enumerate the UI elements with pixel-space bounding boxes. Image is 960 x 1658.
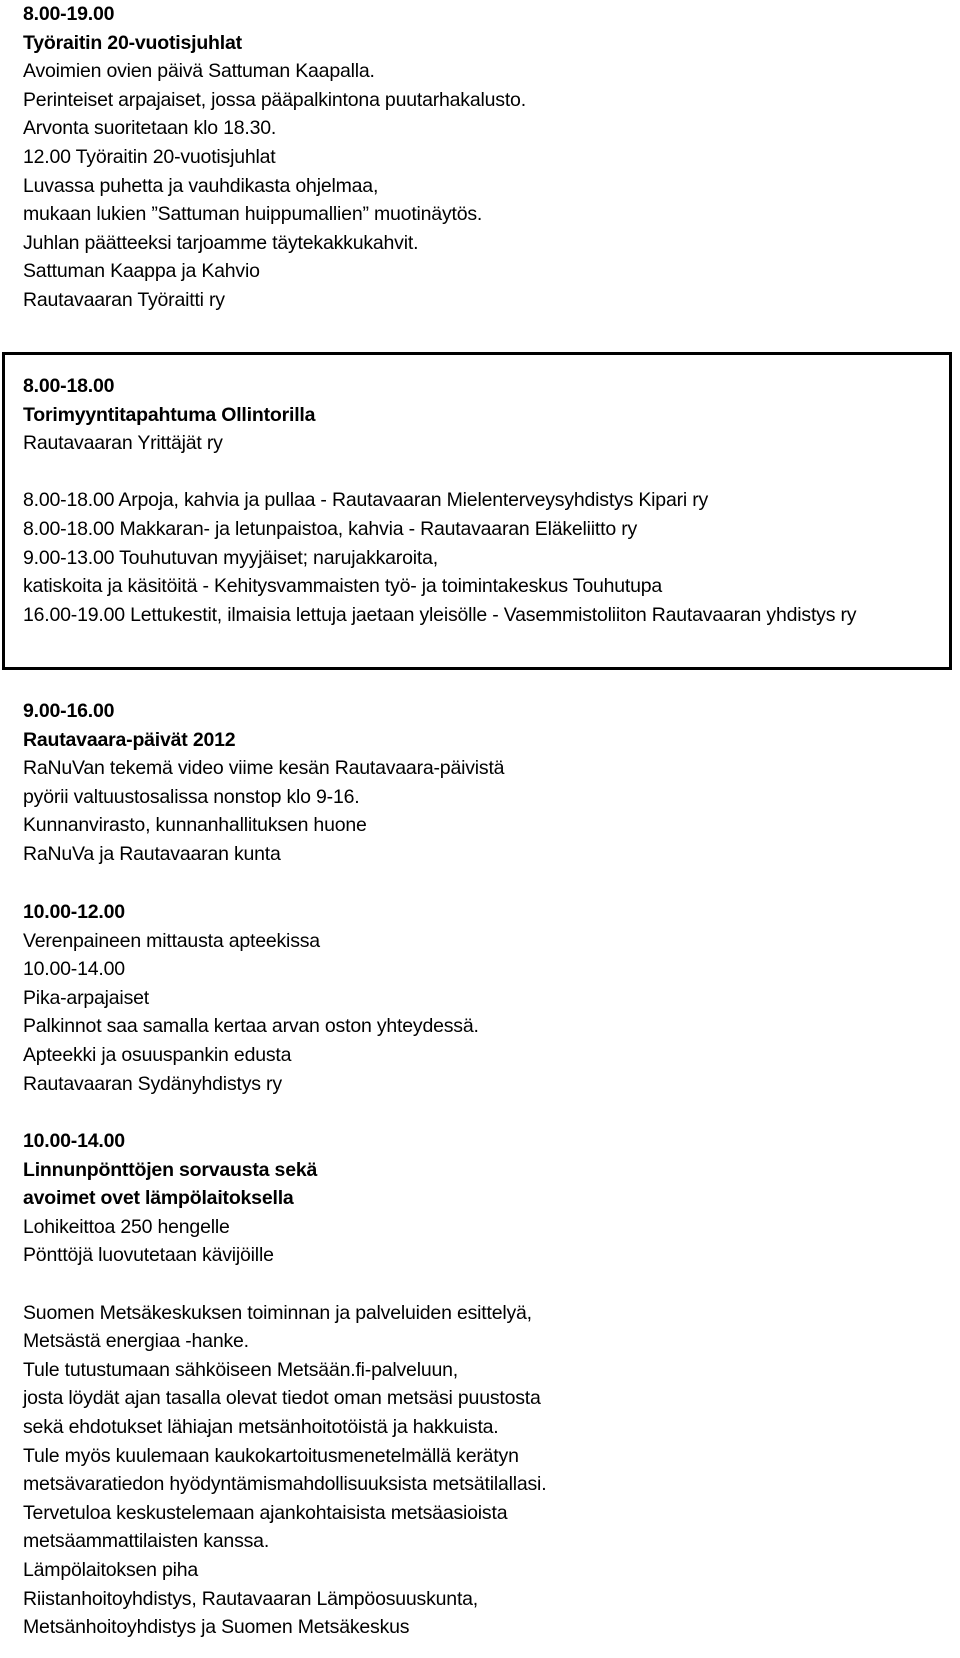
text-line: josta löydät ajan tasalla olevat tiedot oman metsäsi puustosta [23, 1387, 541, 1410]
text-line: Metsänhoitoyhdistys ja Suomen Metsäkeskus [23, 1616, 410, 1639]
text-line: Rautavaaran Sydänyhdistys ry [23, 1072, 282, 1095]
heading-line: 10.00-12.00 [23, 901, 125, 923]
text-line: Pönttöjä luovutetaan kävijöille [23, 1244, 274, 1267]
text-line: pyörii valtuustosalissa nonstop klo 9-16. [23, 785, 360, 808]
heading-line: 8.00-19.00 [23, 3, 115, 25]
text-line: Rautavaaran Yrittäjät ry [23, 432, 223, 455]
text-line: metsäammattilaisten kanssa. [23, 1530, 270, 1553]
event-section-lampolaitos [23, 1127, 950, 1642]
text-line: sekä ehdotukset lähiajan metsänhoitotöistä ja hakkuista. [23, 1415, 499, 1438]
text-line: Luvassa puhetta ja vauhdikasta ohjelmaa, [23, 174, 379, 197]
text-line: Avoimien ovien päivä Sattuman Kaapalla. [23, 60, 375, 83]
text-line: Metsästä energiaa -hanke. [23, 1330, 249, 1353]
event-section-sydanyhdistys [23, 898, 950, 1098]
heading-line: avoimet ovet lämpölaitoksella [23, 1187, 294, 1210]
text-line [23, 1270, 950, 1299]
event-section-tyoraitti [23, 0, 950, 315]
text-line: Rautavaaran Työraitti ry [23, 288, 225, 311]
heading-line: 10.00-14.00 [23, 1130, 125, 1152]
text-line: Perinteiset arpajaiset, jossa pääpalkintona puutarhakalusto. [23, 88, 526, 111]
text-line: Palkinnot saa samalla kertaa arvan oston yhteydessä. [23, 1015, 479, 1038]
event-box-torimyynti [2, 352, 952, 670]
text-line: Juhlan päätteeksi tarjoamme täytekakkukahvit. [23, 231, 419, 254]
text-line: 9.00-13.00 Touhutuvan myyjäiset; narujakkaroita, [23, 546, 438, 569]
text-line: 16.00-19.00 Lettukestit, ilmaisia lettuja jaetaan yleisölle - Vasemmistoliiton Rautavaaran yhdistys ry [23, 603, 857, 626]
text-line: katiskoita ja käsitöitä - Kehitysvammaisten työ- ja toimintakeskus Touhutupa [23, 575, 663, 598]
text-line: Lämpölaitoksen piha [23, 1558, 199, 1581]
text-line [23, 458, 856, 487]
heading-line: Linnunpönttöjen sorvausta sekä [23, 1158, 318, 1181]
text-line: Apteekki ja osuuspankin edusta [23, 1043, 292, 1066]
event-section-rautavaara-paivat [23, 697, 950, 869]
heading-line: Rautavaara-päivät 2012 [23, 728, 236, 751]
text-line: Tule tutustumaan sähköiseen Metsään.fi-palveluun, [23, 1358, 458, 1381]
text-line: Arvonta suoritetaan klo 18.30. [23, 117, 277, 140]
heading-line: 9.00-16.00 [23, 700, 115, 722]
text-line: RaNuVa ja Rautavaaran kunta [23, 842, 281, 865]
heading-line: 8.00-18.00 [23, 375, 115, 397]
text-line: Lohikeittoa 250 hengelle [23, 1215, 230, 1238]
text-line: 12.00 Työraitin 20-vuotisjuhlat [23, 145, 276, 168]
text-line: Suomen Metsäkeskuksen toiminnan ja palveluiden esittelyä, [23, 1301, 532, 1324]
text-line: mukaan lukien ”Sattuman huippumallien” muotinäytös. [23, 203, 483, 226]
event-section-torimyynti [23, 372, 856, 629]
text-line: 10.00-14.00 [23, 958, 125, 981]
text-line: Tule myös kuulemaan kaukokartoitusmenetelmällä kerätyn [23, 1444, 519, 1467]
text-line: Riistanhoitoyhdistys, Rautavaaran Lämpöosuuskunta, [23, 1587, 479, 1610]
heading-line: Työraitin 20-vuotisjuhlat [23, 31, 242, 54]
text-line: Tervetuloa keskustelemaan ajankohtaisista metsäasioista [23, 1501, 508, 1524]
text-line: Pika-arpajaiset [23, 986, 149, 1009]
text-line: Kunnanvirasto, kunnanhallituksen huone [23, 814, 367, 837]
text-line: 8.00-18.00 Arpoja, kahvia ja pullaa - Rautavaaran Mielenterveysyhdistys Kipari ry [23, 489, 709, 512]
text-line: 8.00-18.00 Makkaran- ja letunpaistoa, kahvia - Rautavaaran Eläkeliitto ry [23, 517, 638, 540]
text-line: Verenpaineen mittausta apteekissa [23, 929, 320, 952]
text-line: metsävaratiedon hyödyntämismahdollisuuksista metsätilallasi. [23, 1473, 547, 1496]
text-line: RaNuVan tekemä video viime kesän Rautavaara-päivistä [23, 757, 505, 780]
heading-line: Torimyyntitapahtuma Ollintorilla [23, 403, 316, 426]
text-line: Sattuman Kaappa ja Kahvio [23, 260, 260, 283]
